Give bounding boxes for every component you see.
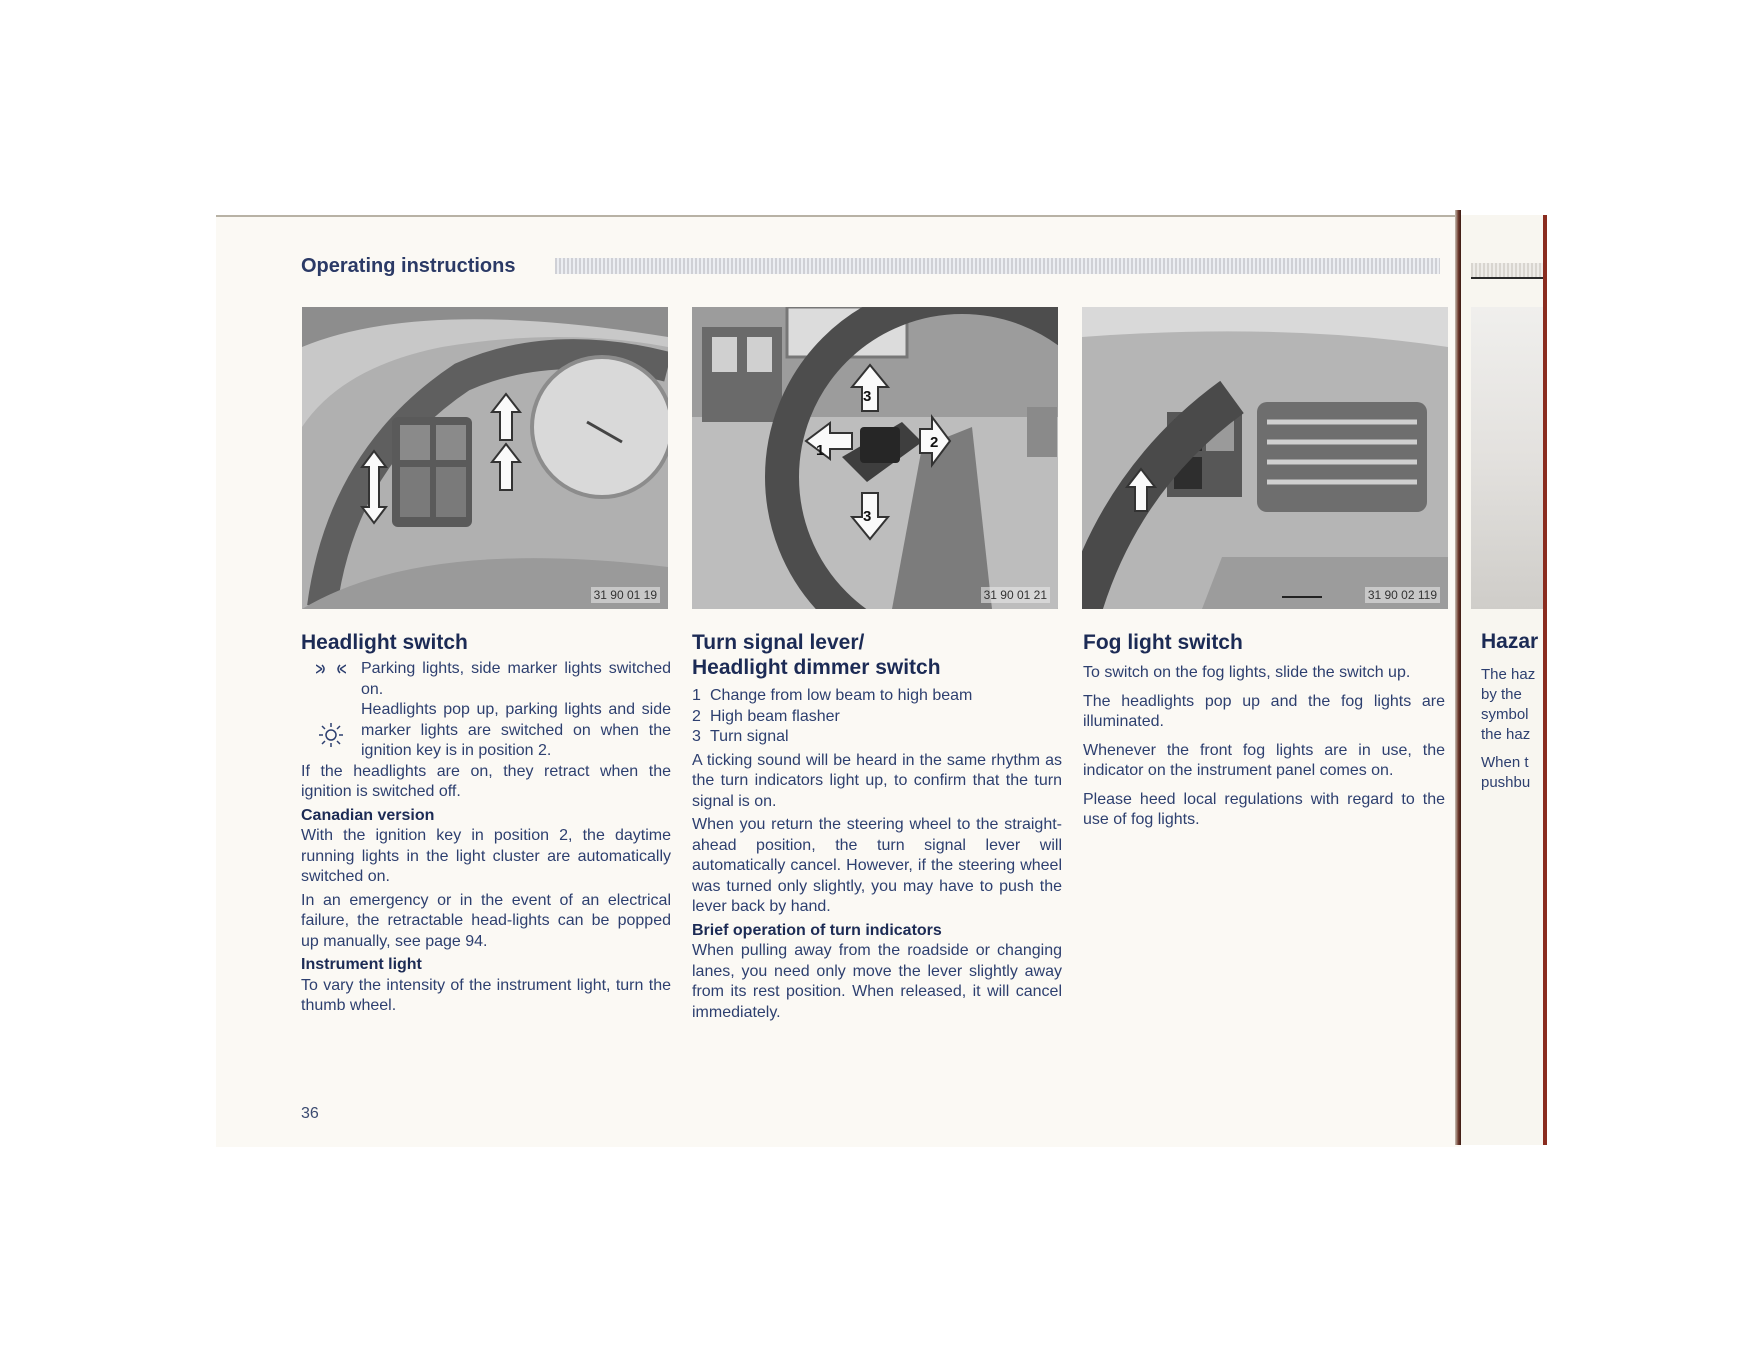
- list-item: [692, 727, 1062, 748]
- headlights-text: Headlights pop up, parking lights and side marker lights are switched on when the ignition key is in position 2.: [361, 701, 671, 759]
- figure-code: 31 90 02 119: [1365, 587, 1440, 603]
- emergency-text: In an emergency or in the event of an electrical failure, the retractable head-lights can be popped up manually, see page 94.: [301, 891, 671, 950]
- fog-light-section: [1083, 630, 1445, 834]
- canadian-text: With the ignition key in position 2, the daytime running lights in the light cluster are automatically switched on.: [301, 827, 671, 885]
- figure-code: 31 90 01 19: [591, 587, 660, 603]
- next-page-photo: [1471, 307, 1547, 609]
- figure-code: 31 90 01 21: [981, 587, 1050, 603]
- fog-text-2: The headlights pop up and the fog lights are illuminated.: [1083, 692, 1445, 730]
- retract-text: If the headlights are on, they retract when the ignition is switched off.: [301, 762, 671, 800]
- parking-lights-text: Parking lights, side marker lights switched on.: [361, 660, 671, 698]
- fog-text-1: To switch on the fog lights, slide the switch up.: [1083, 664, 1411, 681]
- next-page-line: the haz: [1481, 726, 1531, 743]
- running-header: Operating instructions: [301, 255, 516, 277]
- item-text: Turn signal: [710, 728, 789, 745]
- section-heading: [692, 630, 1062, 680]
- brief-operation-heading: Brief operation of turn indicators: [692, 921, 942, 939]
- lever-function-list: [692, 686, 1062, 748]
- canadian-heading: Canadian version: [301, 806, 435, 824]
- headlights-entry: [301, 700, 671, 762]
- item-text: Change from low beam to high beam: [710, 687, 973, 704]
- next-page-heading: Hazar: [1481, 630, 1539, 653]
- section-heading: Fog light switch: [1083, 631, 1243, 654]
- ticking-text: A ticking sound will be heard in the same rhythm as the turn indicators light up, to confirm that the turn signal is on.: [692, 751, 1062, 810]
- callout-label: 2: [930, 434, 939, 451]
- list-item: [692, 707, 1062, 728]
- headlight-switch-section: [301, 630, 671, 1020]
- instrument-light-heading: Instrument light: [301, 956, 422, 973]
- next-page-line: pushbu: [1481, 774, 1531, 791]
- fog-text-4: Please heed local regulations with regard to the use of fog lights.: [1083, 790, 1445, 828]
- instrument-light-text: To vary the intensity of the instrument light, turn the thumb wheel.: [301, 976, 671, 1014]
- fog-light-switch-photo: [1082, 307, 1448, 609]
- headlight-switch-photo: [302, 307, 668, 609]
- page-number: 36: [301, 1105, 319, 1122]
- callout-label: 3: [863, 388, 872, 405]
- return-text: When you return the steering wheel to the straight-ahead position, the turn signal lever will automatically cancel. However, if the steering wheel was turned only slightly, you may have to push the lever back by hand.: [692, 816, 1062, 915]
- next-page-line: The haz: [1481, 666, 1536, 683]
- next-page-line: symbol: [1481, 706, 1529, 723]
- list-item: [692, 686, 1062, 707]
- section-heading: Headlight switch: [301, 631, 468, 654]
- callout-label: 1: [816, 442, 825, 459]
- turn-signal-section: [692, 630, 1062, 1026]
- item-number: 3: [692, 728, 701, 745]
- next-page-header-rule: [1471, 263, 1547, 279]
- header-rule: [555, 258, 1440, 274]
- item-number: 2: [692, 707, 701, 725]
- headlight-icon: [301, 700, 361, 755]
- item-text: High beam flasher: [710, 707, 840, 725]
- brief-operation-text: When pulling away from the roadside or changing lanes, you need only move the lever slightly away from its rest position. When released, it will cancel immediately.: [692, 942, 1062, 1021]
- next-page-line: by the: [1481, 686, 1522, 703]
- parking-lights-entry: [301, 659, 671, 700]
- item-number: 1: [692, 687, 701, 704]
- section-heading-line-2: Headlight dimmer switch: [692, 656, 941, 679]
- turn-signal-lever-photo: [692, 307, 1058, 609]
- next-page-edge: [1461, 215, 1547, 1145]
- section-heading-line-1: Turn signal lever/: [692, 631, 865, 654]
- callout-label: 3: [863, 508, 872, 525]
- next-page-line: When t: [1481, 754, 1529, 771]
- fog-text-3: Whenever the front fog lights are in use, the indicator on the instrument panel comes on.: [1083, 741, 1445, 779]
- parking-lights-icon: [301, 659, 361, 686]
